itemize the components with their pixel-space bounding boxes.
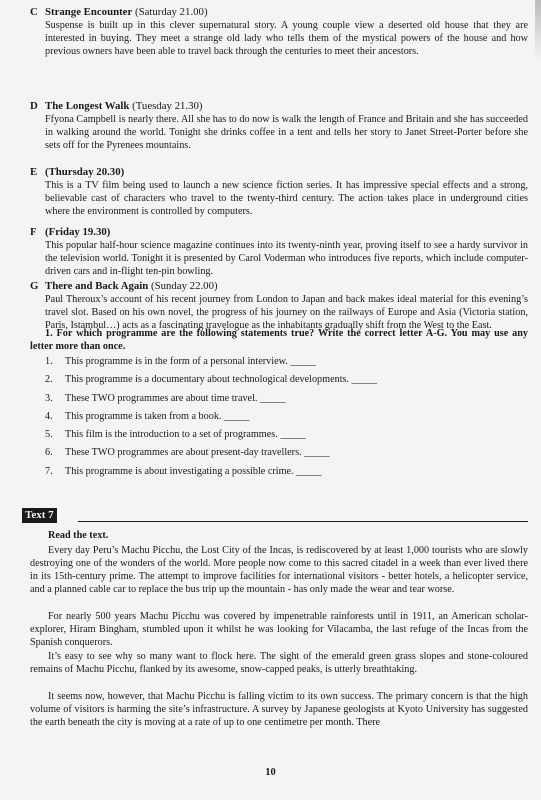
list-item: 2. This programme is a documentary about technological developments. _____	[45, 374, 378, 386]
section-label: Text 7	[22, 508, 57, 523]
programme-entry-g	[30, 280, 528, 332]
entry-description: Suspense is built up in this clever supernatural story. A young couple view a deserted old house that they are interested in buying. They meet a strange old lady who tells them of the mystical powers of the house and how previous owners have been able to travel back through the centuries to meet their ancestors.	[45, 20, 528, 57]
entry-heading	[30, 6, 528, 19]
text-paragraph: It’s easy to see why so many want to flock here. The sight of the emerald green grass slopes and stone-coloured remains of Machu Picchu, flanked by its awesome, snow-capped peaks, is utterly breathtaking.	[30, 651, 528, 675]
question-instructions	[30, 327, 528, 353]
entry-title: (Thursday 20.30)	[45, 166, 125, 178]
page-number: 10	[265, 767, 276, 778]
entry-heading	[30, 100, 528, 113]
reading-instruction: Read the text.	[48, 530, 109, 541]
text-paragraph: It seems now, however, that Machu Picchu is falling victim to its own success. The primary concern is that the high volume of visitors is harming the site’s infrastructure. A survey by Japanese geologists at Kyoto University has suggested the earth beneath the city is moving at a rate of up to one centimetre per month. There	[30, 691, 528, 728]
text-paragraph: Every day Peru’s Machu Picchu, the Lost City of the Incas, is rediscovered by at least 1,000 tourists who are slowly destroying one of the wonders of the world. More people now come to this sacred citadel in a week than ever lived there in its 15th-century prime. The attempt to improve facilities for international visitors - better hotels, a helicopter service, and a planned cable car to replace the bus trip up the mountain - has only made the wear and tear worse.	[30, 545, 528, 595]
list-item: 7. This programme is about investigating a possible crime. _____	[45, 465, 322, 477]
entry-letter: C	[30, 6, 38, 18]
entry-title: There and Back Again	[45, 280, 149, 292]
list-item: 4. This programme is taken from a book. _____	[45, 410, 250, 422]
scan-edge-shadow	[535, 0, 541, 60]
question-list	[45, 355, 525, 483]
question-text: 1. For which programme are the following statements true? Write the correct letter A-G. You may use any letter more than once.	[30, 328, 528, 352]
entry-time: (Sunday 22.00)	[148, 280, 218, 292]
entry-time: (Saturday 21.00)	[132, 6, 208, 18]
entry-description: This is a TV film being used to launch a new science fiction series. It has impressive special effects and a strong, believable cast of characters who travel to the twenty-third century. The action takes place in underground cities where the environment is controlled by computers.	[45, 180, 528, 217]
text-paragraph: For nearly 500 years Machu Picchu was covered by impenetrable rainforests until in 1911, an American scholar-explorer, Hiram Bingham, stumbled upon it whilst he was looking for Vilacamba, the last refuge of the Incas from the Spanish conquerors.	[30, 611, 528, 648]
list-item: 5. This film is the introduction to a set of programmes. _____	[45, 429, 306, 441]
entry-heading	[30, 166, 528, 179]
programme-entry-d	[30, 100, 528, 152]
entry-description: Paul Theroux’s account of his recent journey from London to Japan and back makes ideal material for this evening’s travel slot. Based on his own novel, the progress of his journey on the railways of Europe and Asia (Victoria station, Paris, Istambul…) acts as a fascinating travelogue as the inhabitants gradually shift from the West to the East.	[45, 294, 528, 331]
section-header	[22, 508, 528, 524]
entry-description: Ffyona Campbell is nearly there. All she has to do now is walk the length of France and Britain and she has succeeded in walking around the world. Tonight she drinks coffee in a tent and tells her story to Janet Street-Porter before she sets off for the Pyrenees mountains.	[45, 114, 528, 151]
programme-entry-e	[30, 166, 528, 218]
entry-title: The Longest Walk	[45, 100, 130, 112]
entry-title: Strange Encounter	[45, 6, 133, 18]
entry-letter: D	[30, 100, 38, 112]
list-item: 1. This programme is in the form of a personal interview. _____	[45, 356, 316, 367]
entry-description: This popular half-hour science magazine continues into its twenty-ninth year, proving itself to see a hardy survivor in the television world. Tonight it is presented by Carol Voderman who introduces five reports, which include computer-driven cars and in-flight ten-pin bowling.	[45, 240, 528, 277]
entry-heading	[30, 280, 528, 293]
entry-heading	[30, 226, 528, 239]
list-item: 3. These TWO programmes are about time travel. _____	[45, 392, 286, 404]
list-item: 6. These TWO programmes are about present-day travellers. _____	[45, 447, 330, 459]
entry-letter: G	[30, 280, 39, 292]
entry-letter: F	[30, 226, 37, 238]
programme-entry-f	[30, 226, 528, 278]
entry-letter: E	[30, 166, 38, 178]
programme-entry-c	[30, 6, 528, 58]
entry-title: (Friday 19.30)	[45, 226, 111, 238]
section-divider	[78, 521, 528, 522]
entry-time: (Tuesday 21.30)	[129, 100, 203, 112]
